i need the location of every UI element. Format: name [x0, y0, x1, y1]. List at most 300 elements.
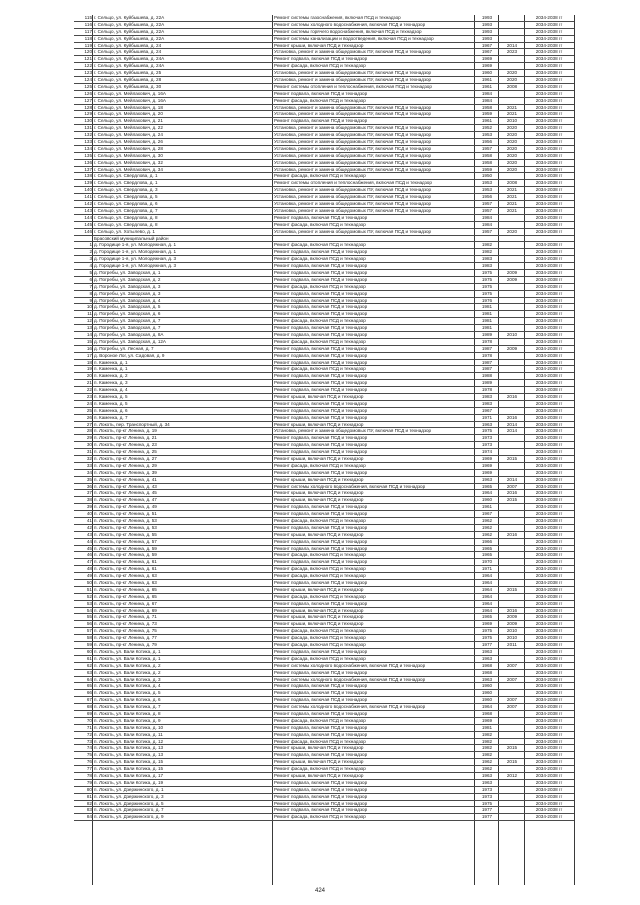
work-type-cell: Ремонт подвала, включая ПСД и технадзор	[274, 352, 368, 358]
build-year-cell: 1963	[481, 772, 493, 778]
planned-period-cell: 2034-2038 гг	[535, 28, 563, 34]
address-cell: г. Сельцо, ул. Куйбышева, д. 24А	[94, 63, 165, 69]
planned-period-cell: 2034-2038 гг	[535, 145, 563, 151]
row-number: 51	[86, 586, 92, 592]
build-year-cell: 1952	[481, 125, 493, 131]
work-type-cell: Ремонт системы холодного водоснабжения, включая ПСД и технадзор	[274, 483, 426, 489]
work-type-cell: Ремонт подвала, включая ПСД и технадзор	[274, 56, 368, 62]
address-cell: п. Локоть, ул. Вали Котика, д. 3	[94, 676, 161, 682]
build-year-cell: 1977	[481, 807, 493, 813]
work-type-cell: Ремонт системы отопления и теплоснабжения, включая ПСД и технадзор	[274, 180, 432, 186]
address-cell: г. Сельцо, ул. Свердлова, д. 1	[94, 180, 158, 186]
planned-period-cell: 2034-2038 гг	[535, 580, 563, 586]
row-number: 20	[86, 373, 92, 379]
row-number: 6	[89, 276, 92, 282]
work-type-cell: Ремонт подвала, включая ПСД и технадзор	[274, 648, 368, 654]
address-cell: г. Сельцо, ул. Мейлахович, д. 22	[94, 125, 163, 131]
table-row	[74, 380, 574, 387]
build-year-cell: 1976	[481, 297, 493, 303]
build-year-cell: 1989	[481, 380, 493, 386]
build-year-cell: 1958	[481, 152, 493, 158]
last-repair-year-cell: 2021	[506, 201, 518, 207]
build-year-cell: 1982	[481, 752, 493, 758]
row-number: 120	[84, 49, 92, 55]
table-row	[74, 222, 574, 229]
address-cell: г. Сельцо, ул. Куйбышева, д. 24А	[94, 56, 165, 62]
table-row	[74, 787, 574, 794]
build-year-cell: 1978	[481, 352, 493, 358]
work-type-cell: Ремонт системы холодного водоснабжения, включая ПСД и технадзор	[274, 704, 426, 710]
planned-period-cell: 2034-2038 гг	[535, 731, 563, 737]
build-year-cell: 1975	[481, 635, 493, 641]
address-cell: п. Локоть, пр-кт Ленина, д. 45	[94, 490, 157, 496]
planned-period-cell: 2034-2038 гг	[535, 676, 563, 682]
build-year-cell: 1966	[481, 538, 493, 544]
table-row	[74, 456, 574, 463]
section-header-row	[74, 236, 574, 243]
planned-period-cell: 2034-2038 гг	[535, 359, 563, 365]
row-number: 11	[87, 311, 92, 317]
row-number: 145	[84, 221, 92, 227]
planned-period-cell: 2034-2038 гг	[535, 476, 563, 482]
table-row	[74, 435, 574, 442]
planned-period-cell: 2034-2038 гг	[535, 793, 563, 799]
table-row	[74, 70, 574, 77]
build-year-cell: 1993	[481, 21, 493, 27]
last-repair-year-cell: 2008	[506, 180, 518, 186]
work-type-cell: Установка, ремонт и замена общедомовых ПУ, включая ПСД и технадзор	[274, 166, 432, 172]
row-number: 134	[84, 145, 92, 151]
planned-period-cell: 2034-2038 гг	[535, 662, 563, 668]
address-cell: п. Локоть, пр-кт Ленина, д. 63	[94, 573, 157, 579]
row-number: 21	[86, 380, 92, 386]
planned-period-cell: 2034-2038 гг	[535, 139, 563, 145]
address-cell: п. Локоть, пр-кт Ленина, д. 57	[94, 538, 157, 544]
planned-period-cell: 2034-2038 гг	[535, 531, 563, 537]
last-repair-year-cell: 2010	[506, 331, 518, 337]
table-row	[74, 387, 574, 394]
build-year-cell: 1964	[481, 490, 493, 496]
address-cell: п. Локоть, ул. Вали Котика, д. 4	[94, 683, 161, 689]
work-type-cell: Ремонт подвала, включая ПСД и технадзор	[274, 442, 368, 448]
table-row	[74, 373, 574, 380]
table-row	[74, 635, 574, 642]
table-row	[74, 215, 574, 222]
row-number: 71	[86, 724, 92, 730]
work-type-cell: Ремонт подвала, включая ПСД и технадзор	[274, 731, 368, 737]
planned-period-cell: 2034-2038 гг	[535, 56, 563, 62]
build-year-cell: 1962	[481, 524, 493, 530]
table-row	[74, 304, 574, 311]
planned-period-cell: 2034-2038 гг	[535, 490, 563, 496]
row-number: 81	[86, 793, 92, 799]
address-cell: п. Каменка, д. 7	[94, 414, 128, 420]
address-cell: д. Городище 1-я, ул. Молодежная, д. 3	[94, 263, 177, 269]
work-type-cell: Ремонт подвала, включая ПСД и технадзор	[274, 435, 368, 441]
build-year-cell: 1964	[481, 580, 493, 586]
table-row	[74, 15, 574, 22]
planned-period-cell: 2034-2038 гг	[535, 269, 563, 275]
planned-period-cell: 2034-2038 гг	[535, 290, 563, 296]
row-number: 1	[89, 242, 92, 248]
row-number: 2	[89, 249, 92, 255]
planned-period-cell: 2034-2038 гг	[535, 166, 563, 172]
planned-period-cell: 2034-2038 гг	[535, 118, 563, 124]
address-cell: п. Каменка, д. 1	[94, 359, 128, 365]
table-row	[74, 683, 574, 690]
build-year-cell: 1982	[481, 738, 493, 744]
planned-period-cell: 2034-2038 гг	[535, 566, 563, 572]
table-row	[74, 573, 574, 580]
build-year-cell: 1971	[481, 566, 493, 572]
row-number: 119	[84, 42, 92, 48]
planned-period-cell: 2034-2038 гг	[535, 435, 563, 441]
build-year-cell: 1961	[481, 77, 493, 83]
build-year-cell: 1968	[481, 662, 493, 668]
row-number: 138	[84, 173, 92, 179]
address-cell: п. Локоть, пр-кт Ленина, д. 55	[94, 531, 157, 537]
planned-period-cell: 2034-2038 гг	[535, 545, 563, 551]
row-number: 116	[84, 21, 92, 27]
build-year-cell: 1975	[481, 276, 493, 282]
build-year-cell: 1982	[481, 242, 493, 248]
planned-period-cell: 2034-2038 гг	[535, 263, 563, 269]
build-year-cell: 1983	[481, 393, 493, 399]
table-row	[74, 539, 574, 546]
build-year-cell: 1983	[481, 400, 493, 406]
work-type-cell: Ремонт крыши, включая ПСД и технадзор	[274, 476, 364, 482]
work-type-cell: Ремонт фасада, включая ПСД и технадзор	[274, 738, 366, 744]
row-number: 40	[86, 511, 92, 517]
table-row	[74, 366, 574, 373]
last-repair-year-cell: 2020	[506, 228, 518, 234]
build-year-cell: 1978	[481, 387, 493, 393]
work-type-cell: Ремонт фасада, включая ПСД и технадзор	[274, 717, 366, 723]
address-cell: п. Локоть, пр-кт Ленина, д. 69	[94, 607, 157, 613]
row-number: 54	[86, 607, 92, 613]
build-year-cell: 1962	[481, 759, 493, 765]
planned-period-cell: 2034-2038 гг	[535, 759, 563, 765]
work-type-cell: Ремонт подвала, включая ПСД и технадзор	[274, 600, 368, 606]
work-type-cell: Ремонт подвала, включая ПСД и технадзор	[274, 118, 368, 124]
table-row	[74, 173, 574, 180]
build-year-cell: 1962	[481, 531, 493, 537]
planned-period-cell: 2034-2038 гг	[535, 518, 563, 524]
table-row	[74, 552, 574, 559]
last-repair-year-cell: 2020	[506, 139, 518, 145]
table-row	[74, 139, 574, 146]
planned-period-cell: 2034-2038 гг	[535, 221, 563, 227]
planned-period-cell: 2034-2038 гг	[535, 717, 563, 723]
table-row	[74, 339, 574, 346]
address-cell: п. Локоть, ул. Вали Котика, д. 19	[94, 779, 164, 785]
build-year-cell: 1957	[481, 207, 493, 213]
table-row	[74, 194, 574, 201]
address-cell: д. Городище 1-я, ул. Молодежная, д. 3	[94, 256, 177, 262]
last-repair-year-cell: 2009	[506, 269, 518, 275]
planned-period-cell: 2034-2038 гг	[535, 683, 563, 689]
address-cell: п. Локоть, ул. Вали Котика, д. 9	[94, 717, 161, 723]
last-repair-year-cell: 2009	[506, 621, 518, 627]
table-row	[74, 601, 574, 608]
address-cell: г. Сельцо, ул. Куйбышева, д. 28	[94, 77, 162, 83]
build-year-cell: 1960	[481, 697, 493, 703]
table-row	[74, 711, 574, 718]
address-cell: п. Локоть, пр-кт Ленина, д. 79	[94, 642, 157, 648]
address-cell: п. Локоть, пр-кт Ленина, д. 61	[94, 559, 157, 565]
build-year-cell: 1969	[481, 621, 493, 627]
address-cell: п. Локоть, пр-кт Ленина, д. 49	[94, 504, 157, 510]
build-year-cell: 1967	[481, 511, 493, 517]
planned-period-cell: 2034-2038 гг	[535, 49, 563, 55]
planned-period-cell: 2034-2038 гг	[535, 614, 563, 620]
row-number: 43	[86, 531, 92, 537]
table-row	[74, 801, 574, 808]
build-year-cell: 1957	[481, 201, 493, 207]
table-row	[74, 49, 574, 56]
row-number: 22	[86, 387, 92, 393]
address-cell: г. Сельцо, ул. Мейлахович, д. 26	[94, 139, 163, 145]
table-row	[74, 401, 574, 408]
work-type-cell: Ремонт системы холодного водоснабжения, включая ПСД и технадзор	[274, 676, 426, 682]
build-year-cell: 1964	[481, 600, 493, 606]
planned-period-cell: 2034-2038 гг	[535, 15, 563, 20]
address-cell: п. Локоть, ул. Вали Котика, д. 15	[94, 766, 164, 772]
build-year-cell: 1982	[481, 731, 493, 737]
work-type-cell: Установка, ремонт и замена общедомовых ПУ, включая ПСД и технадзор	[274, 145, 432, 151]
work-type-cell: Ремонт крыши, включая ПСД и технадзор	[274, 421, 364, 427]
row-number: 48	[86, 566, 92, 572]
planned-period-cell: 2034-2038 гг	[535, 766, 563, 772]
address-cell: д. Городище 1-я, ул. Молодежная, д. 1	[94, 242, 177, 248]
row-number: 42	[86, 524, 92, 530]
build-year-cell: 1982	[481, 249, 493, 255]
build-year-cell: 1971	[481, 414, 493, 420]
address-cell: п. Локоть, ул. Вали Котика, д. 2	[94, 662, 161, 668]
work-type-cell: Ремонт подвала, включая ПСД и технадзор	[274, 325, 368, 331]
planned-period-cell: 2034-2038 гг	[535, 807, 563, 813]
work-type-cell: Ремонт фасада, включая ПСД и технадзор	[274, 552, 366, 558]
build-year-cell: 1953	[481, 187, 493, 193]
row-number: 82	[86, 800, 92, 806]
build-year-cell: 1981	[481, 325, 493, 331]
row-number: 118	[84, 35, 92, 41]
last-repair-year-cell: 2021	[506, 194, 518, 200]
address-cell: г. Сельцо, ул. Хотылево, д. 1	[94, 228, 155, 234]
table-row	[74, 360, 574, 367]
build-year-cell: 1975	[481, 428, 493, 434]
address-cell: п. Локоть, пр-кт Ленина, д. 77	[94, 635, 157, 641]
planned-period-cell: 2034-2038 гг	[535, 90, 563, 96]
row-number: 117	[84, 28, 92, 34]
row-number: 31	[86, 449, 92, 455]
table-row	[74, 504, 574, 511]
address-cell: г. Сельцо, ул. Свердлова, д. 7	[94, 207, 158, 213]
table-row	[74, 525, 574, 532]
address-cell: г. Сельцо, ул. Свердлова, д. 8	[94, 214, 158, 220]
row-number: 144	[84, 214, 92, 220]
build-year-cell: 1975	[481, 628, 493, 634]
build-year-cell: 1969	[481, 63, 493, 69]
row-number: 4	[89, 263, 92, 269]
planned-period-cell: 2034-2038 гг	[535, 104, 563, 110]
table-row	[74, 187, 574, 194]
planned-period-cell: 2034-2038 гг	[535, 428, 563, 434]
row-number: 38	[86, 497, 92, 503]
row-number: 59	[86, 642, 92, 648]
table-row	[74, 732, 574, 739]
build-year-cell: 1988	[481, 373, 493, 379]
last-repair-year-cell: 2021	[506, 207, 518, 213]
build-year-cell: 1977	[481, 642, 493, 648]
address-cell: п. Локоть, пр-кт Ленина, д. 73	[94, 621, 157, 627]
table-row	[74, 608, 574, 615]
build-year-cell: 1981	[481, 724, 493, 730]
work-type-cell: Ремонт подвала, включая ПСД и технадзор	[274, 407, 368, 413]
row-number: 76	[86, 759, 92, 765]
build-year-cell: 1969	[481, 56, 493, 62]
address-cell: д. Погребы, ул. Заводская, д. 7	[94, 325, 161, 331]
row-number: 41	[86, 518, 92, 524]
row-number: 146	[84, 228, 92, 234]
build-year-cell: 1970	[481, 559, 493, 565]
planned-period-cell: 2034-2038 гг	[535, 407, 563, 413]
work-type-cell: Ремонт фасада, включая ПСД и технадзор	[274, 173, 366, 179]
work-type-cell: Установка, ремонт и замена общедомовых ПУ, включая ПСД и технадзор	[274, 77, 432, 83]
work-type-cell: Ремонт крыши, включая ПСД и технадзор	[274, 586, 364, 592]
work-type-cell: Ремонт крыши, включая ПСД и технадзор	[274, 772, 364, 778]
planned-period-cell: 2034-2038 гг	[535, 194, 563, 200]
address-cell: п. Локоть, пр-кт Ленина, д. 19	[94, 428, 157, 434]
build-year-cell: 1965	[481, 614, 493, 620]
address-cell: п. Локоть, пр-кт Ленина, д. 63	[94, 580, 157, 586]
planned-period-cell: 2034-2038 гг	[535, 607, 563, 613]
work-type-cell: Ремонт фасада, включая ПСД и технадзор	[274, 814, 366, 820]
row-number: 37	[86, 490, 92, 496]
table-row	[74, 725, 574, 732]
address-cell: п. Локоть, ул. Вали Котика, д. 10	[94, 724, 164, 730]
planned-period-cell: 2034-2038 гг	[535, 283, 563, 289]
address-cell: г. Сельцо, ул. Мейлахович, д. 16А	[94, 90, 166, 96]
work-type-cell: Ремонт крыши, включая ПСД и технадзор	[274, 745, 364, 751]
table-row	[74, 63, 574, 70]
work-type-cell: Ремонт крыши, включая ПСД и технадзор	[274, 456, 364, 461]
work-type-cell: Ремонт подвала, включая ПСД и технадзор	[274, 752, 368, 758]
planned-period-cell: 2034-2038 гг	[535, 559, 563, 565]
planned-period-cell: 2034-2038 гг	[535, 752, 563, 758]
row-number: 9	[89, 297, 92, 303]
planned-period-cell: 2034-2038 гг	[535, 256, 563, 262]
row-number: 121	[84, 56, 92, 62]
row-number: 126	[84, 90, 92, 96]
planned-period-cell: 2034-2038 гг	[535, 207, 563, 213]
row-number: 142	[84, 201, 92, 207]
planned-period-cell: 2034-2038 гг	[535, 449, 563, 455]
work-type-cell: Ремонт подвала, включая ПСД и технадзор	[274, 793, 368, 799]
work-type-cell: Ремонт подвала, включая ПСД и технадзор	[274, 580, 368, 586]
work-type-cell: Ремонт подвала, включая ПСД и технадзор	[274, 710, 368, 716]
row-number: 27	[86, 421, 92, 427]
work-type-cell: Установка, ремонт и замена общедомовых ПУ, включая ПСД и технадзор	[274, 201, 432, 207]
last-repair-year-cell: 2015	[506, 586, 518, 592]
build-year-cell: 1965	[481, 552, 493, 558]
build-year-cell: 1959	[481, 166, 493, 172]
row-number: 132	[84, 132, 92, 138]
work-type-cell: Ремонт подвала, включая ПСД и технадзор	[274, 214, 368, 220]
work-type-cell: Ремонт фасада, включая ПСД и технадзор	[274, 256, 366, 262]
table-row	[74, 670, 574, 677]
work-type-cell: Установка, ремонт и замена общедомовых ПУ, включая ПСД и технадзор	[274, 125, 432, 131]
table-row	[74, 559, 574, 566]
row-number: 133	[84, 139, 92, 145]
work-type-cell: Ремонт подвала, включая ПСД и технадзор	[274, 779, 368, 785]
row-number: 49	[86, 573, 92, 579]
address-cell: п. Локоть, ул. Вали Котика, д. 17	[94, 772, 164, 778]
work-type-cell: Ремонт крыши, включая ПСД и технадзор	[274, 42, 364, 48]
planned-period-cell: 2034-2038 гг	[535, 573, 563, 579]
planned-period-cell: 2034-2038 гг	[535, 393, 563, 399]
table-row	[74, 270, 574, 277]
last-repair-year-cell: 2015	[506, 759, 518, 765]
planned-period-cell: 2034-2038 гг	[535, 325, 563, 331]
table-row	[74, 766, 574, 773]
work-type-cell: Ремонт фасада, включая ПСД и технадзор	[274, 283, 366, 289]
address-cell: п. Локоть, пр-кт Ленина, д. 59	[94, 552, 157, 558]
row-number: 18	[86, 359, 92, 365]
table-row	[74, 745, 574, 752]
table-row	[74, 36, 574, 43]
address-cell: г. Сельцо, ул. Мейлахович, д. 32	[94, 159, 163, 165]
planned-period-cell: 2034-2038 гг	[535, 242, 563, 248]
build-year-cell: 1974	[481, 449, 493, 455]
planned-period-cell: 2034-2038 гг	[535, 469, 563, 475]
address-cell: г. Сельцо, ул. Мейлахович, д. 21	[94, 118, 163, 124]
row-number: 129	[84, 111, 92, 117]
planned-period-cell: 2034-2038 гг	[535, 63, 563, 69]
address-cell: п. Локоть, пр-кт Ленина, д. 59	[94, 545, 157, 551]
build-year-cell: 1963	[481, 648, 493, 654]
address-cell: г. Сельцо, ул. Свердлова, д. 6	[94, 201, 158, 207]
build-year-cell: 1965	[481, 545, 493, 551]
planned-period-cell: 2034-2038 гг	[535, 483, 563, 489]
table-row	[74, 201, 574, 208]
last-repair-year-cell: 2009	[506, 276, 518, 282]
row-number: 80	[86, 786, 92, 792]
table-row	[74, 718, 574, 725]
row-number: 53	[86, 600, 92, 606]
address-cell: г. Сельцо, ул. Куйбышева, д. 22А	[94, 35, 165, 41]
work-type-cell: Ремонт фасада, включая ПСД и технадзор	[274, 593, 366, 599]
planned-period-cell: 2034-2038 гг	[535, 456, 563, 461]
row-number: 74	[86, 745, 92, 751]
last-repair-year-cell: 2010	[506, 628, 518, 634]
address-cell: г. Сельцо, ул. Свердлова, д. 1	[94, 173, 158, 179]
planned-period-cell: 2034-2038 гг	[535, 538, 563, 544]
row-number: 58	[86, 635, 92, 641]
work-type-cell: Ремонт подвала, включая ПСД и технадзор	[274, 373, 368, 379]
last-repair-year-cell: 2020	[506, 77, 518, 83]
table-row	[74, 146, 574, 153]
planned-period-cell: 2034-2038 гг	[535, 621, 563, 627]
planned-period-cell: 2034-2038 гг	[535, 366, 563, 372]
work-type-cell: Ремонт крыши, включая ПСД и технадзор	[274, 497, 364, 503]
work-type-cell: Ремонт крыши, включая ПСД и технадзор	[274, 614, 364, 620]
table-row	[74, 56, 574, 63]
planned-period-cell: 2034-2038 гг	[535, 373, 563, 379]
work-type-cell: Ремонт фасада, включая ПСД и технадзор	[274, 366, 366, 372]
row-number: 73	[86, 738, 92, 744]
work-type-cell: Ремонт крыши, включая ПСД и технадзор	[274, 393, 364, 399]
